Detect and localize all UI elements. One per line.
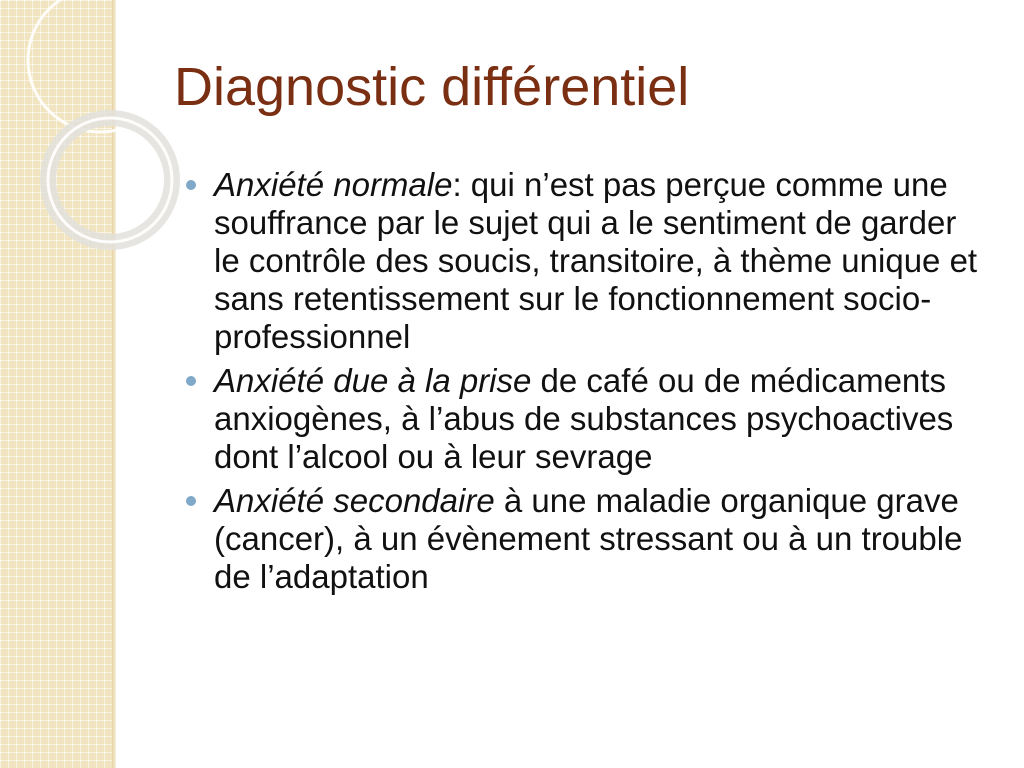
bullet-item-2 <box>184 362 984 476</box>
bullet-item-1 <box>184 166 984 356</box>
bullet-item-3 <box>184 482 984 596</box>
decorative-circle-middle-inner <box>48 118 172 242</box>
bullet-marker-icon <box>186 496 196 506</box>
bullet-text: à une maladie organique grave (cancer), à un évènement stressant ou à un trouble de l’adaptation <box>214 482 963 595</box>
bullet-emphasis: Anxiété normale <box>214 166 453 203</box>
bullet-list <box>184 166 984 602</box>
bullet-marker-icon <box>186 376 196 386</box>
bullet-text: de café ou de médicaments anxiogènes, à l’abus de substances psychoactives dont l’alcool ou à leur sevrage <box>214 362 954 475</box>
bullet-marker-icon <box>186 180 196 190</box>
slide-title: Diagnostic différentiel <box>174 57 690 117</box>
bullet-emphasis: Anxiété secondaire <box>214 482 495 519</box>
bullet-emphasis: Anxiété due à la prise <box>214 362 532 399</box>
decorative-circles <box>0 0 200 300</box>
bullet-text: : qui n’est pas perçue comme une souffrance par le sujet qui a le sentiment de garder le contrôle des soucis, transitoire, à thème unique et sans retentissement sur le fonctionnement socio-professionnel <box>214 166 978 355</box>
